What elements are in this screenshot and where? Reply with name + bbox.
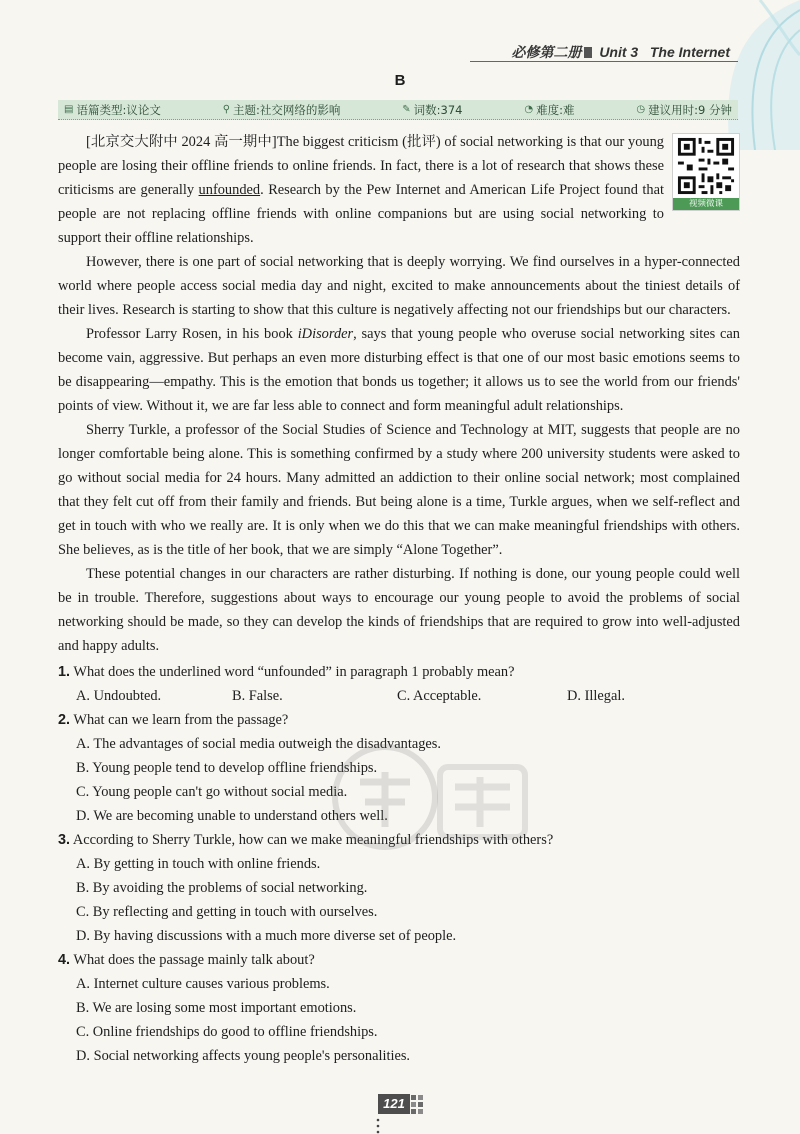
option[interactable]: D. We are becoming unable to understand others well. xyxy=(76,808,388,824)
page-dots xyxy=(376,1118,380,1134)
option[interactable]: B. Young people tend to develop offline friendships. xyxy=(76,760,378,776)
book-title: iDisorder xyxy=(297,326,354,342)
section-letter: B xyxy=(394,72,406,89)
qr-code-icon xyxy=(674,135,738,197)
pencil-icon: ✎ xyxy=(402,104,411,115)
question-2: 2. What can we learn from the passage? A. The advantages of social media outweigh the disadvantages. B. Young people tend to develop offline friendships. C. Young people can't go without social media. D. We are becoming unable to understand others well. xyxy=(58,708,740,828)
meta-difficulty: ◔ 难度:难 xyxy=(524,102,575,117)
option[interactable]: B. By avoiding the problems of social networking. xyxy=(76,880,368,896)
header-book: 必修第二册 xyxy=(511,44,582,60)
paragraph-4: Sherry Turkle, a professor of the Social Studies of Science and Technology at MIT, suggests that people are no longer comfortable being alone. This is something confirmed by a study where 200 university students were asked to go without social media for 24 hours. Many admitted an addiction to their online social network; most complained that they felt cut off from their family and friends. But being alone is a time, Turkle argues, when we self-reflect and get in touch with who we really are. It is only when we do this that we can make meaningful friendships with others. She believes, as is the title of her book, that we are simply “Alone Together”. xyxy=(58,422,740,558)
question-1-options xyxy=(58,684,740,708)
option[interactable]: A. The advantages of social media outweigh the disadvantages. xyxy=(76,736,441,752)
paragraph-2: However, there is one part of social networking that is deeply worrying. We find ourselves in a hyper-connected world where people access social media day and night, excited to make announcements about the tiniest details of their lives. Research is starting to show that this culture is negatively affecting not our friendships but our characters. xyxy=(58,254,740,318)
option[interactable]: B. We are losing some most important emotions. xyxy=(76,1000,357,1016)
option[interactable]: A. Internet culture causes various problems. xyxy=(76,976,330,992)
paragraph-3: Professor Larry Rosen, in his book iDisorder, says that young people who overuse social networking sites can become vain, aggressive. But perhaps an even more disturbing effect is that one of our most basic emotions seems to be disappearing—empathy. This is the emotion that bonds us together; it allows us to see the world from our friends' points of view. Without it, we are far less able to connect and form meaningful adult relationships. xyxy=(58,326,740,414)
gauge-icon: ◔ xyxy=(524,104,534,115)
passage-meta-bar xyxy=(58,100,738,120)
paragraph-5: These potential changes in our characters are rather disturbing. If nothing is done, our young people could well be in trouble. Therefore, suggestions about ways to encourage our young people to avoid the problems of social networking should be made, so they can develop the kinds of friendships that are required to grow into well-adjusted and happy adults. xyxy=(58,566,740,654)
meta-word-count: ✎ 词数:374 xyxy=(402,102,463,117)
magnifier-icon: ⚲ xyxy=(222,104,231,115)
page-number-decoration xyxy=(410,1094,424,1114)
option[interactable]: C. By reflecting and getting in touch with ourselves. xyxy=(76,904,378,920)
meta-theme: ⚲ 主题:社交网络的影响 xyxy=(222,102,341,117)
option[interactable]: D. Illegal. xyxy=(567,688,625,704)
page-number: 121 xyxy=(378,1094,410,1114)
option[interactable]: C. Young people can't go without social media. xyxy=(76,784,348,800)
header-block-icon xyxy=(584,47,592,58)
questions xyxy=(58,660,740,1068)
question-3: 3. According to Sherry Turkle, how can we make meaningful friendships with others? A. By getting in touch with online friends. B. By avoiding the problems of social networking. C. By reflecting and getting in touch with ourselves. D. By having discussions with a much more diverse set of people. xyxy=(58,828,740,948)
option[interactable]: A. Undoubted. xyxy=(76,688,162,704)
paragraph-1: [北京交大附中 2024 高一期中]The biggest criticism (批评) of social networking is that our young people are losing their offline friends to online friends. In fact, there is a lot of research that shows these criticisms are generally unfounded. Research by the Pew Internet and American Life Project found that people are not replacing offline friends with online companions but are using social networking to support their offline relationships. xyxy=(58,134,665,246)
meta-time: ◷ 建议用时:9 分钟 xyxy=(636,102,732,117)
paragraph-1-wrap xyxy=(58,130,740,250)
meta-genre: ▤ 语篇类型:议论文 xyxy=(64,102,161,117)
qr-label: 视频微课 xyxy=(673,198,739,210)
option[interactable]: C. Online friendships do good to offline friendships. xyxy=(76,1024,378,1040)
option[interactable]: D. By having discussions with a much more diverse set of people. xyxy=(76,928,457,944)
option[interactable]: A. By getting in touch with online friends. xyxy=(76,856,321,872)
clock-icon: ◷ xyxy=(636,104,646,115)
qr-code[interactable] xyxy=(672,133,740,211)
header-unit: Unit 3 xyxy=(599,44,639,60)
option[interactable]: D. Social networking affects young people's personalities. xyxy=(76,1048,411,1064)
document-icon: ▤ xyxy=(64,104,74,115)
header-rule xyxy=(470,61,738,62)
question-4: 4. What does the passage mainly talk about? A. Internet culture causes various problems. B. We are losing some most important emotions. C. Online friendships do good to offline friendships. D. Social networking affects young people's personalities. xyxy=(58,948,740,1068)
underlined-word: unfounded xyxy=(198,182,261,198)
option[interactable]: B. False. xyxy=(232,688,283,704)
question-1: 1. What does the underlined word “unfounded” in paragraph 1 probably mean? A. Undoubted. B. False. C. Acceptable. D. Illegal. xyxy=(58,660,740,708)
header-topic: The Internet xyxy=(649,44,730,60)
passage xyxy=(58,130,740,1068)
page-header xyxy=(511,42,730,62)
option[interactable]: C. Acceptable. xyxy=(397,688,482,704)
